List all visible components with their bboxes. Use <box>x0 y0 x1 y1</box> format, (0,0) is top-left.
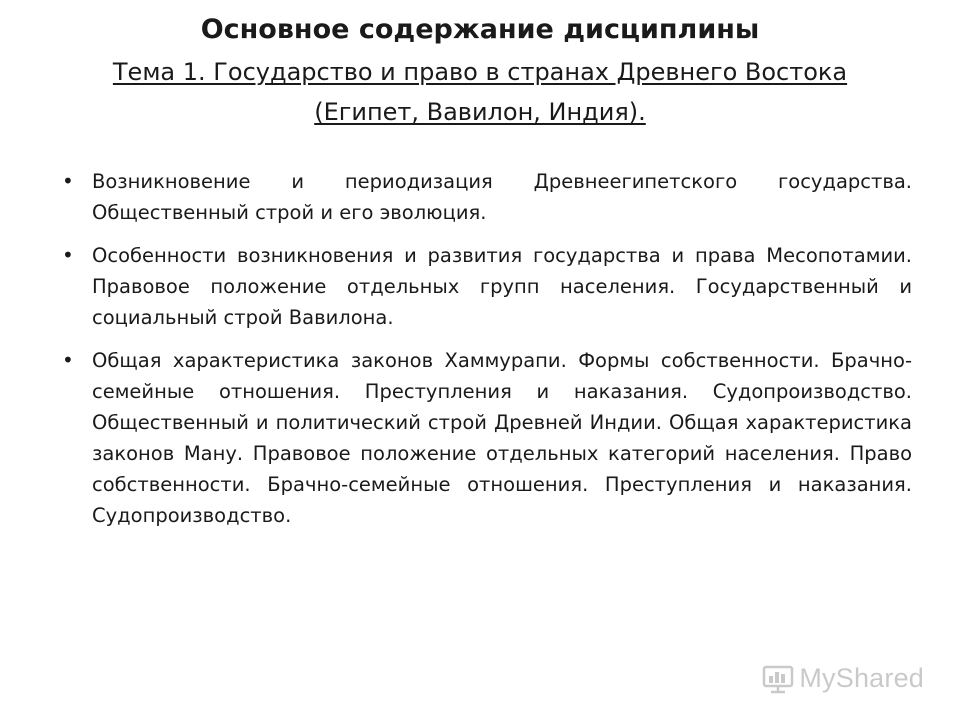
slide-title <box>60 10 900 130</box>
bullet-item-1: • Возникновение и периодизация Древнеегипетского государства. Общественный строй и его эволюция. <box>60 166 912 228</box>
title-main: Основное содержание дисциплины <box>200 14 760 45</box>
watermark <box>761 663 924 694</box>
bullet-list <box>60 166 912 543</box>
bullet-item-2: • Особенности возникновения и развития государства и права Месопотамии. Правовое положение отдельных групп населения. Государственный и социальный строй Вавилона. <box>60 240 912 333</box>
presentation-icon <box>761 664 795 694</box>
watermark-text: MyShared <box>799 663 924 693</box>
bullet-item-3: • Общая характеристика законов Хаммурапи. Формы собственности. Брачно-семейные отношения. Преступления и наказания. Судопроизводство. Общественный и политический строй Древней Индии. Общая характеристика законов Ману. Правовое положение отдельных категорий населения. Право собственности. Брачно-семейные отношения. Преступления и наказания. Судопроизводство. <box>60 345 912 531</box>
title-subtitle: Тема 1. Государство и право в странах Древнего Востока (Египет, Вавилон, Индия). <box>112 58 848 126</box>
